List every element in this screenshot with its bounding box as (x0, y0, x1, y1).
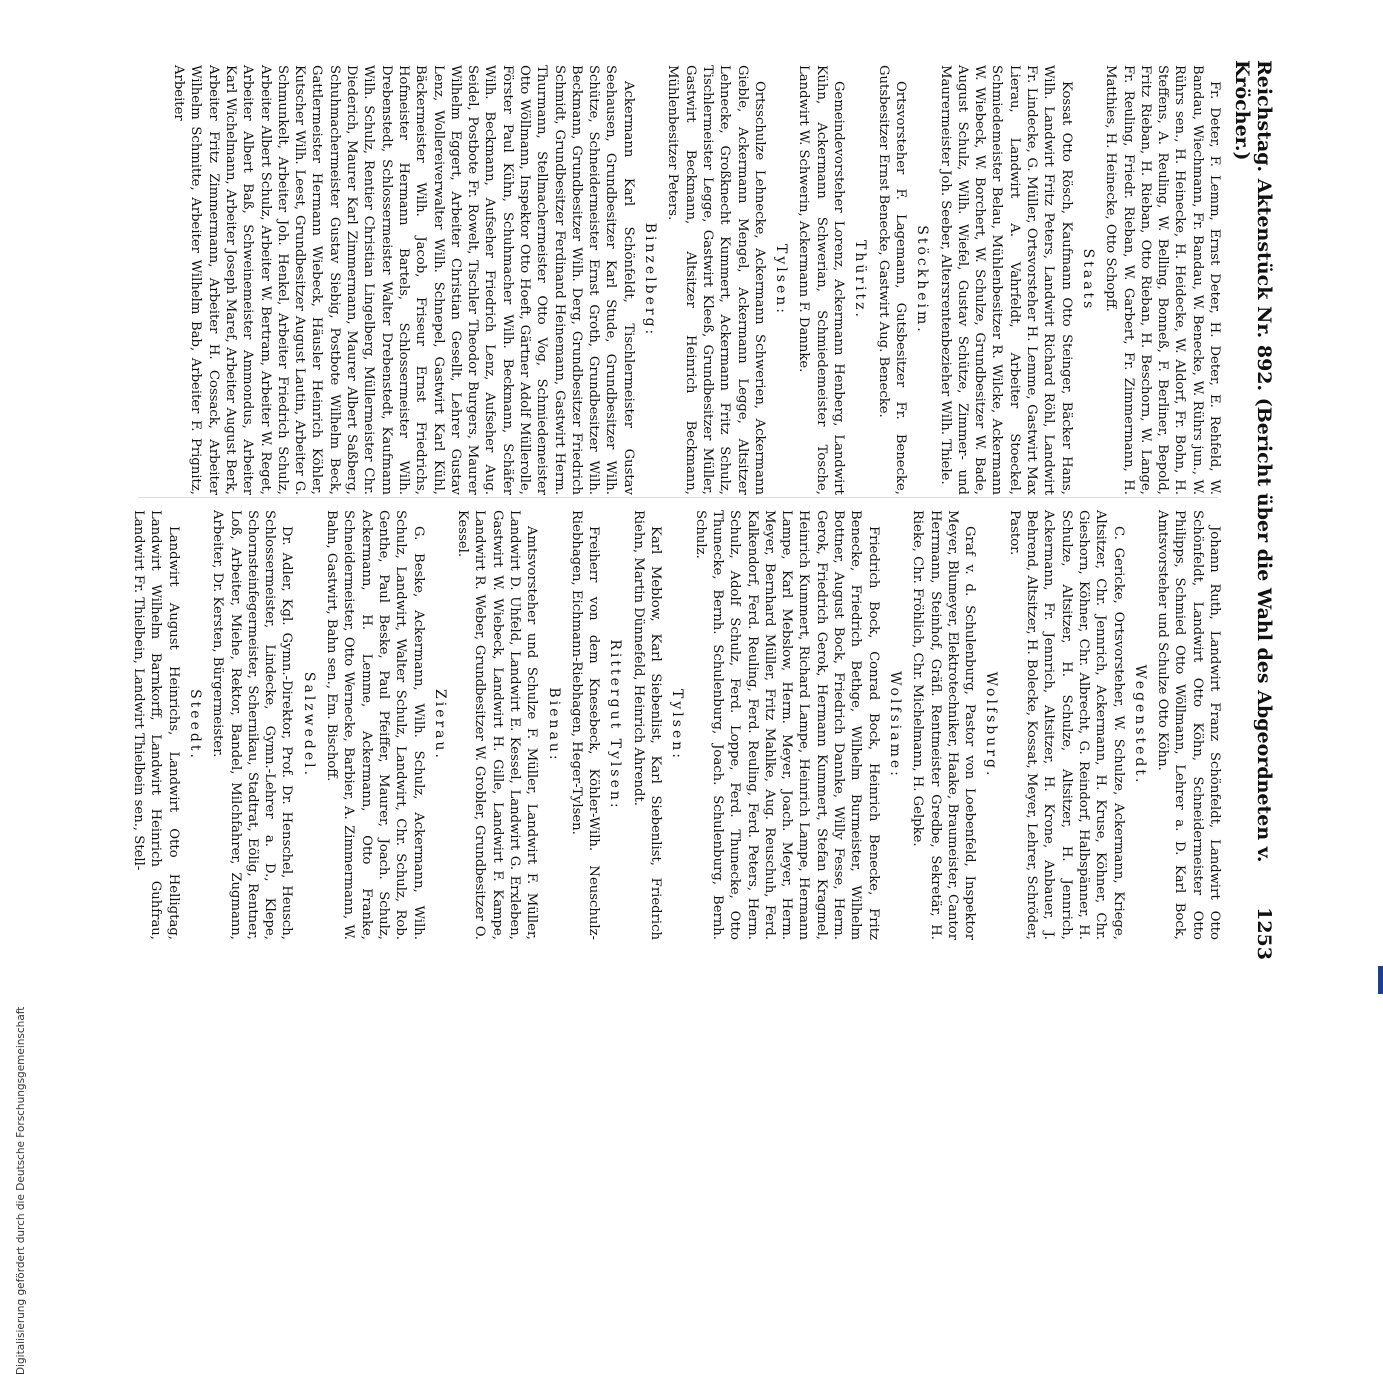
section-heading: Stöckheim. (914, 225, 931, 335)
paragraph: Amtsvorsteher und Schulze F. Müller, Landwirt F. Müller, Landwirt D. Uhfeld, Landwirt E. Kessel, Landwirt G. Erxleben, Gastwirt W. Wiebeck, Landwirt H. Gille, Landwirt F. Kampe, Landwirt R. Weber, Grundbesitzer W. Grobler, Grundbesitzer O. Kessel. (455, 510, 540, 940)
section-heading: Thüritz. (852, 240, 869, 320)
paragraph: C. Gericke, Ortsvorsteher, W. Schulze, Ackermann, Kriege, Altsitzer, Chr. Jennrich, Ackermann, H. Kruse, Köhner, Chr. Gieshorn, Köhner, Chr. Albrecht, G. Reindorf, Halbspänner, H. Schulze, Altsitzer, H. Schulze, Altsitzer, H. Jennrich, Ackermann, Fr. Jennrich, Altsitzer, H. Krone, Anbauer, J. Behrend, Altsitzer, H. Bolecke, Kossat, Meyer, Lehrer, Schröder, Pastor. (1006, 510, 1126, 940)
section-heading: Wegenstedt. (1131, 664, 1148, 786)
paragraph: Fr. Deter, F. Lemm, Ernst Deter, H. Deter, E. Rehfeld, W. Bandau, Wiechmann, Fr. Bandau, W. Benecke, W. Rührs jun., W. Rührs sen., H. Heinecke, H. Heidecke, W. Aldorf, Fr. Bohn, H. Steffens, A. Reuling, W. Belling, Bonneß, F. Berliner, Bepold, Fritz Rieban, H. Rieban, Otto Rieban, H. Beschorn, W. Lange, Fr. Reuling, Friedr. Rieban, W. Garbert, Fr. Zimmermann, H. Matthies, H. Heinecke, Otto Schopff. (1103, 65, 1222, 495)
paragraph: Graf v. d. Schulenburg, Pastor von Loebenfeld, Inspektor Meyer, Blumeyer, Elektrotechniker, Haake, Braumeister, Cantor Herrmann, Steinhof, Gräfl. Rentmeister Gredbe, Sekretär, H. Rieke, Chr. Fröhlich, Chr. Michelmann, H. Gelpke. (910, 510, 978, 940)
paragraph: G. Beske, Ackermann, Wilh. Schulz, Ackermann, Wilh. Schulz, Landwirt, Walter Schulz, Landwirt, Chr. Schulz, Rob. Genthe, Paul Beske, Paul Pfeiffer, Maurer, Joach. Schulz, Ackermann, H. Lemme, Ackermann, Otto Franke, Schneidermeister, Otto Wernecke, Barbier, A. Zimmermann, W. Bahn, Gastwirt, Bahn sen., Em. Bischoff. (324, 510, 426, 940)
section-heading: Wolfsiame: (886, 671, 903, 779)
section-heading: Binzelberg: (642, 222, 659, 338)
page-header (1231, 60, 1283, 960)
section-heading: Rittergut Tylsen: (607, 639, 624, 811)
column-divider (138, 497, 1218, 498)
section-heading: Salzwedel. (300, 671, 317, 779)
section-heading: Staats (1079, 248, 1096, 312)
paragraph: Landwirt August Heinrichs, Landwirt Otto Helligtag, Landwirt Wilhelm Barnkorff, Landwirt Heinrich Guhfrau, Landwirt Fr. Thielbein, Landwirt Thielbein sen., Stell- (131, 510, 181, 940)
paragraph: Dr. Adler, Kgl. Gymn.-Direktor, Prof. Dr. Henschel, Heusch, Schlossermeister, Lindecke, Gymn.-Lehrer a. D., Klepe, Schornsteinfegermeister, Schernikau, Stadtrat, Eölig, Rentner, Loß, Arbeiter, Miehe, Rektor, Bandel, Milchfahrer, Zugmann, Arbeiter, Dr. Kersten, Bürgermeister. (210, 510, 295, 940)
dfg-logo (1378, 966, 1383, 994)
section-heading: Tylsen: (669, 689, 686, 761)
digitization-credit: Digitalisierung gefördert durch die Deutsche Forschungsgemeinschaft (15, 1006, 27, 1375)
text-column-left (168, 65, 1223, 495)
paragraph: Ackermann Karl Schönfeldt, Tischlermeister Gustav Seehausen, Grundbesitzer Karl Stude, Grundbesitzer Wilh. Schütze, Schneidermeister Ernst Groth, Grundbesitzer Wilh. Beckmann, Grundbesitzer Wilh. Derg, Grundbesitzer Friedrich Schmidt, Grundbesitzer Ferdinand Heinemann, Gastwirt Herm. Thurmann, Stellmachermeister Otto Vog, Schmiedemeister Otto Wöllmann, Inspektor Otto Hoeft, Gärtner Adolf Müllerolle, Förster Paul Kühn, Schuhmacher Wilh. Beckmann, Schäfer Wilh. Beckmann, Aufseher Friedrich Lenz, Aufseher Aug. Seidel, Postbote Fr. Rowelt, Tischler Theodor Burgers, Maurer Wilhelm Eggert, Arbeiter Christian Gesellt, Lehrer Gustav Lenz, Wollereiverwalter Wilh. Schnepel, Gastwirt Karl Kühl, Bäckermeister Wilh. Jacob, Friseur Ernst Friedrichs, Hofmeister Hermann Bartels, Schlossermeister Wilh. Drebenstedt, Schlossermeister Walter Drebenstedt, Kaufmann Wilh. Schulz, Rentier Christian Lingelberg, Müllermeister Chr. Diederich, Maurer Karl Zimmermann, Maurer Albert Saßberg, Schuhmachermeister Gustav Siebig, Postbote Wilhelm Beck, Gattlermeister Hermann Wiebeck, Häusler Heinrich Köhler, Kutscher Wilh. Leest, Grundbesitzer August Lautin, Arbeiter G. Schmunkelt, Arbeiter Joh. Henkel, Arbeiter Friedrich Schulz, Arbeiter Albert Schulz, Arbeiter W. Bertram, Arbeiter W. Reget, Arbeiter Albert Baß, Schweinemeister Ammondus, Arbeiter Karl Wichelmann, Arbeiter Joseph Maref, Arbeiter August Berk, Arbeiter Fritz Zimmermann, Arbeiter H. Cossack, Arbeiter Wilhelm Schmitte, Arbeiter Wilhelm Bab, Arbeiter F. Prignitz, Arbeiter (171, 65, 636, 495)
page-title: Reichstag. Aktenstück Nr. 892. (Bericht über die Wahl des Abgeordneten v. Kröcher.) (1231, 60, 1275, 863)
page-number: 1253 (1253, 907, 1275, 960)
section-heading: Tylsen: (773, 244, 790, 316)
paragraph: Freiherr von dem Knesebeck, Köhler-Wilh. Neuschulz-Riebhagen, Eichmann-Riebhagen, Heger-Tylsen. (568, 510, 602, 940)
section-heading: Zierau. (431, 689, 448, 761)
paragraph: Gemeindevorsteher Lorenz, Ackermann Henberg, Landwirt Kühn, Ackermann Schwerian, Schmiedemeister Tosche, Landwirt W. Schwerin, Ackermann F. Dannke. (796, 65, 847, 495)
paragraph: Karl Meblow, Karl Siebenlist, Karl Siebenlist, Friedrich Riehn, Martin Dünnefeld, Heinrich Ahrendt. (630, 510, 664, 940)
paragraph: Ortsschulze Lehnecke, Ackermann Schwerien, Ackermann Gieble, Ackermann Mengel, Ackermann Legge, Altsitzer Lehnecke, Großknecht Kummert, Ackermann Fritz Schulz, Tischlermeister Legge, Gastwirt Kleeß, Grundbesitzer Müller, Gastwirt Beckmann, Altsitzer Heinrich Beckmann, Mühlenbesitzer Peters. (665, 65, 767, 495)
paragraph: Friedrich Bock, Conrad Bock, Heinrich Benecke, Fritz Benecke, Friedrich Bethge, Wilhelm Burmeister, Wilhelm Bottner, August Bock, Friedrich Dannke, Willy Fesse, Herm. Gerok, Friedrich Gerok, Hermann Kummert, Stefan Kragmel, Heinrich Kummert, Richard Lampe, Heinrich Lampe, Hermann Lampe, Karl Mebslow, Herm. Meyer, Joach. Meyer, Herm. Meyer, Bernhard Müller, Fritz Mahlke, Aug. Reuschuh, Ferd. Kalkendorf, Ferd. Reuling, Ferd. Reuling, Ferd. Peters, Herm. Schulz, Adolf Schulz, Ferd. Loppe, Ferd. Thunecke, Otto Thunecke, Bernh. Schulenburg, Joach. Schulenburg, Bernh. Schulz. (692, 510, 881, 940)
section-heading: Wolfsburg. (983, 671, 1000, 779)
paragraph: Kossat Otto Rösch, Kaufmann Otto Steinger, Bäcker Hans, Wilh. Landwirt Fritz Peters, Landwirt Richard Röhl, Landwirt Fr. Lindecke, G. Müller, Ortsvorsteher H. Lemme, Gastwirt Max Lierau, Landwirt A. Vahrfeldt, Arbeiter Stoeckel, Schmiedemeister Belau, Mühlenbesitzer R. Wilcke, Ackermann W. Wiebeck, W. Borchert, W. Schulze, Grundbesitzer W. Bade, August Schulz, Wilh. Wiefel, Gustav Schütze, Zimmer- und Maurermeister Joh. Seeber, Altersrentenbezieher Wilh. Thiele. (937, 65, 1074, 495)
section-heading: Bienau: (545, 687, 562, 763)
section-heading: Steedt. (186, 689, 203, 761)
paragraph: Johann Ruth, Landwirt Franz Schönfeldt, Landwirt Otto Schönfeldt, Landwirt Otto Köhn, Schneidermeister Otto Philipps, Schmied Otto Wöllmann, Lehrer a. D. Karl Bock, Amtsvorsteher und Schulze Otto Köhn. (1155, 510, 1222, 940)
paragraph: Ortsvorsteher F. Lagemann, Gutsbesitzer Fr. Benecke, Gutsbesitzer Ernst Benecke, Gastwirt Aug. Benecke. (875, 65, 908, 495)
text-column-right (128, 510, 1223, 940)
